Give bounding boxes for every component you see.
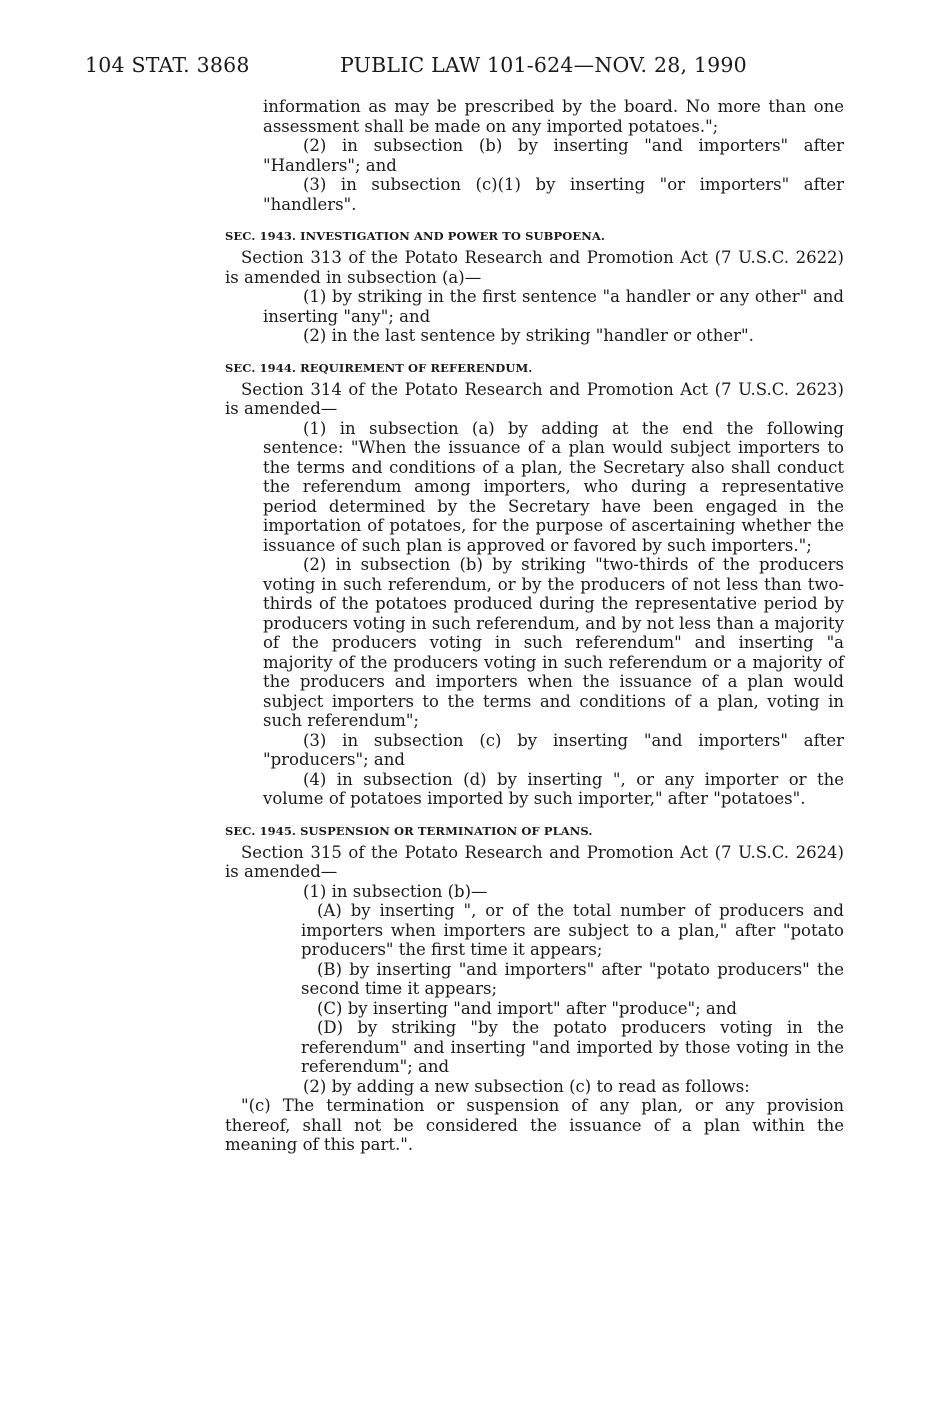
list-item: (2) in subsection (b) by inserting "and importers" after "Handlers"; and [263, 136, 844, 175]
list-item: (2) by adding a new subsection (c) to read as follows: [303, 1076, 750, 1096]
document-body [225, 97, 844, 1155]
list-item: (1) by striking in the first sentence "a handler or any other" and inserting "any"; and [263, 287, 844, 326]
sub-item: (D) by striking "by the potato producers voting in the referendum" and inserting "and imported by those voting in the referendum"; and [301, 1018, 844, 1076]
quoted-subsection: "(c) The termination or suspension of any plan, or any provision thereof, shall not be considered the issuance of a plan within the meaning of this part.". [225, 1096, 844, 1154]
sub-item: (A) by inserting ", or of the total number of producers and importers when importers are subject to a plan," after "potato producers" the first time it appears; [301, 901, 844, 959]
list-item: (3) in subsection (c) by inserting "and importers" after "producers"; and [263, 730, 844, 769]
running-title: PUBLIC LAW 101-624—NOV. 28, 1990 [340, 53, 747, 77]
section-intro: Section 315 of the Potato Research and Promotion Act (7 U.S.C. 2624) is amended— [225, 842, 844, 881]
page-header [85, 53, 845, 81]
sub-item: (C) by inserting "and import" after "produce"; and [317, 998, 737, 1018]
list-item: (1) in subsection (a) by adding at the end the following sentence: "When the issuance of a plan would subject importers to the terms and conditions of a plan, the Secretary also shall conduct the referendum among importers, who during a representative period determined by the Secretary have been engaged in the importation of potatoes, for the purpose of ascertaining whether the issuance of such plan is approved or favored by such importers."; [263, 418, 844, 555]
list-item: (2) in the last sentence by striking "handler or other". [303, 326, 754, 345]
section-heading: SEC. 1945. SUSPENSION OR TERMINATION OF PLANS. [225, 823, 593, 838]
page-number: 104 STAT. 3868 [85, 53, 250, 77]
section-intro: Section 314 of the Potato Research and Promotion Act (7 U.S.C. 2623) is amended— [225, 379, 844, 418]
section-heading: SEC. 1944. REQUIREMENT OF REFERENDUM. [225, 360, 533, 375]
sub-item: (B) by inserting "and importers" after "potato producers" the second time it appears; [301, 959, 844, 998]
list-item: (3) in subsection (c)(1) by inserting "or importers" after "handlers". [263, 175, 844, 214]
list-item: (4) in subsection (d) by inserting ", or any importer or the volume of potatoes imported by such importer," after "potatoes". [263, 769, 844, 808]
section-intro: Section 313 of the Potato Research and Promotion Act (7 U.S.C. 2622) is amended in subsection (a)— [225, 248, 844, 287]
section-heading: SEC. 1943. INVESTIGATION AND POWER TO SUBPOENA. [225, 229, 605, 243]
list-item: (2) in subsection (b) by striking "two-thirds of the producers voting in such referendum, or by the producers of not less than two-thirds of the potatoes produced during the representative period by producers voting in such referendum, and by not less than a majority of the producers voting in such referendum" and inserting "a majority of the producers voting in such referendum or a majority of the producers and importers when the issuance of a plan would subject importers to the terms and conditions of a plan, voting in such referendum"; [263, 555, 845, 730]
continued-text: information as may be prescribed by the board. No more than one assessment shall be made on any imported potatoes."; [263, 97, 844, 136]
list-item: (1) in subsection (b)— [303, 881, 488, 901]
